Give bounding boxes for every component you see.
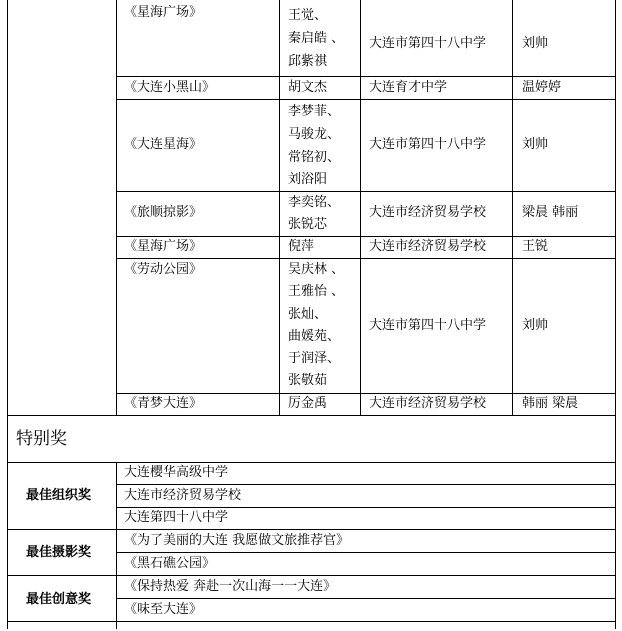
entry-school: 大连市第四十八中学 <box>369 137 487 152</box>
col-line-title <box>116 0 117 415</box>
entry-school: 大连市经济贸易学校 <box>369 205 487 220</box>
entry-title: 《旅顺掠影》 <box>124 205 203 220</box>
entry-title: 《劳动公园》 <box>124 262 203 277</box>
entry-author: 张灿、 <box>288 307 328 322</box>
entry-teacher: 梁晨 韩丽 <box>522 205 579 220</box>
entry-teacher: 刘帅 <box>522 318 549 333</box>
entry-author: 吴庆林 、 <box>288 262 345 277</box>
entry-author: 张锐芯 <box>288 217 328 232</box>
entry-teacher: 刘帅 <box>522 36 549 51</box>
row-line <box>116 191 616 192</box>
entry-teacher: 王锐 <box>522 239 549 254</box>
entry-teacher: 韩丽 梁晨 <box>522 396 579 411</box>
entry-school: 大连市经济贸易学校 <box>369 239 487 254</box>
col-line-school <box>360 0 361 415</box>
entry-author: 李梦菲、 <box>288 104 341 119</box>
category-label: 最佳创意奖 <box>26 592 92 607</box>
category-label: 最佳组织奖 <box>26 488 92 503</box>
award-item: 大连市经济贸易学校 <box>124 488 242 503</box>
entry-author: 曲媛苑、 <box>288 329 341 344</box>
col-line-author <box>279 0 280 415</box>
entry-title: 《青梦大连》 <box>124 396 203 411</box>
entry-school: 大连市经济贸易学校 <box>369 396 487 411</box>
table-border-right <box>615 0 616 629</box>
entry-school: 大连育才中学 <box>369 80 448 95</box>
table-border-bottom <box>7 621 616 622</box>
award-item: 大连第四十八中学 <box>124 510 229 525</box>
entry-author: 厉金禹 <box>288 396 328 411</box>
entry-author: 张敬茹 <box>288 373 328 388</box>
award-item: 《为了美丽的大连 我愿做文旅推荐官》 <box>124 533 350 548</box>
row-line <box>7 415 616 416</box>
special-award-heading: 特别奖 <box>16 429 67 449</box>
entry-author: 李奕铭、 <box>288 195 341 210</box>
category-label: 最佳摄影奖 <box>26 545 92 560</box>
row-line <box>116 99 616 100</box>
entry-author: 倪萍 <box>288 239 315 254</box>
entry-school: 大连市第四十八中学 <box>369 318 487 333</box>
category-col-line <box>116 462 117 629</box>
entry-title: 《星海广场》 <box>124 239 203 254</box>
col-line-teacher <box>512 0 513 415</box>
award-item: 《味至大连》 <box>124 602 203 617</box>
entry-school: 大连市第四十八中学 <box>369 36 487 51</box>
entry-author: 王雅怡 、 <box>288 284 345 299</box>
entry-author: 刘浴阳 <box>288 172 328 187</box>
entry-title: 《星海广场》 <box>124 5 203 20</box>
table-border-left <box>7 0 8 629</box>
entry-author: 胡文杰 <box>288 80 328 95</box>
entry-title: 《大连星海》 <box>124 137 203 152</box>
award-item: 大连樱华高级中学 <box>124 465 229 480</box>
entry-author: 常铭初、 <box>288 150 341 165</box>
entry-author: 于润泽、 <box>288 351 341 366</box>
entry-title: 《大连小黑山》 <box>124 80 216 95</box>
entry-author: 马骏龙、 <box>288 127 341 142</box>
entry-author: 邱紫祺 <box>288 54 328 69</box>
entry-author: 王觉、 <box>288 8 328 23</box>
award-item: 《保持热爱 奔赴一次山海一一大连》 <box>124 579 337 594</box>
entry-teacher: 刘帅 <box>522 137 549 152</box>
entry-teacher: 温婷婷 <box>522 80 562 95</box>
section-line <box>7 462 616 463</box>
award-item: 《黑石礁公园》 <box>124 556 216 571</box>
entry-author: 秦启皓 、 <box>288 31 345 46</box>
